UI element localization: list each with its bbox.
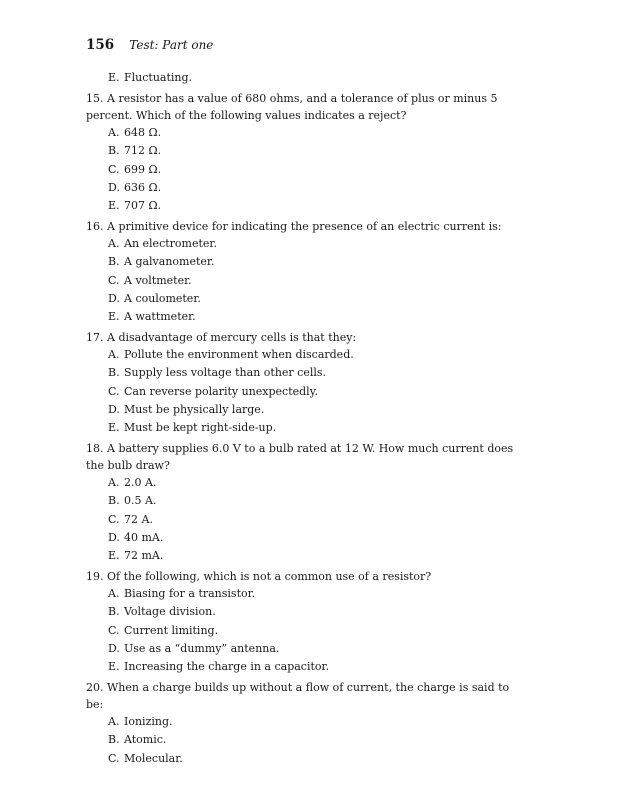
question-19 (0, 568, 516, 585)
answer-option (0, 658, 627, 676)
answer-option (0, 401, 627, 419)
option-letter: C. (108, 512, 120, 526)
option-letter: D. (108, 530, 120, 544)
answer-option (0, 419, 627, 437)
answer-option (0, 179, 627, 197)
page-header (86, 34, 213, 53)
option-letter: C. (108, 162, 120, 176)
option-text: 2.0 A. (124, 476, 157, 490)
answer-option (0, 640, 627, 658)
answer-option (0, 290, 627, 308)
question-text: A battery supplies 6.0 V to a bulb rated at 12 W. How much current does the bulb draw? (86, 442, 514, 473)
answer-option (0, 585, 627, 603)
question-16 (0, 218, 516, 235)
answer-option (0, 547, 627, 565)
option-text: Increasing the charge in a capacitor. (124, 660, 330, 674)
answer-option (0, 713, 627, 731)
question-15 (0, 90, 516, 124)
answer-option (0, 383, 627, 401)
question-number: 18. (86, 442, 104, 456)
option-letter: E. (108, 71, 120, 84)
option-text: Pollute the environment when discarded. (124, 348, 354, 362)
option-letter: B. (108, 255, 120, 269)
option-letter: B. (108, 605, 120, 619)
option-text: An electrometer. (124, 237, 217, 251)
option-letter: A. (108, 237, 120, 251)
option-text: A coulometer. (124, 291, 201, 305)
option-text: 712 Ω. (124, 144, 162, 158)
question-text: A resistor has a value of 680 ohms, and a tolerance of plus or minus 5 percent. Which of the following values indicates a reject? (86, 92, 498, 123)
answer-option (0, 197, 627, 215)
option-letter: E. (108, 660, 120, 674)
option-text: 72 A. (124, 512, 153, 526)
answer-option (0, 750, 627, 768)
option-text: Must be physically large. (124, 402, 265, 416)
answer-option (0, 364, 627, 382)
option-text: 72 mA. (124, 549, 164, 563)
question-17 (0, 329, 516, 346)
option-text: Supply less voltage than other cells. (124, 366, 327, 380)
option-text: Current limiting. (124, 623, 219, 637)
option-text: 0.5 A. (124, 494, 157, 508)
option-text: 707 Ω. (124, 199, 162, 213)
answer-option (0, 731, 627, 749)
answer-option (0, 124, 627, 142)
option-text: Ionizing. (124, 715, 173, 729)
option-text: 648 Ω. (124, 126, 162, 140)
answer-option (0, 492, 627, 510)
option-letter: A. (108, 587, 120, 601)
answer-option (0, 272, 627, 290)
option-text: Use as a “dummy” antenna. (124, 641, 280, 655)
option-letter: C. (108, 384, 120, 398)
option-letter: B. (108, 494, 120, 508)
option-text: Molecular. (124, 751, 183, 765)
option-letter: D. (108, 641, 120, 655)
question-number: 19. (86, 570, 104, 584)
answer-option (0, 474, 627, 492)
option-letter: C. (108, 273, 120, 287)
option-text: Fluctuating. (124, 71, 193, 84)
option-letter: C. (108, 623, 120, 637)
option-letter: D. (108, 402, 120, 416)
answer-option (0, 346, 627, 364)
option-text: A wattmeter. (124, 310, 196, 324)
question-list (0, 69, 627, 768)
question-number: 15. (86, 92, 104, 106)
question-number: 17. (86, 331, 104, 345)
option-text: A voltmeter. (124, 273, 192, 287)
page-number: 156 (86, 37, 115, 53)
option-letter: E. (108, 199, 120, 213)
option-text: 699 Ω. (124, 162, 162, 176)
option-text: Must be kept right-side-up. (124, 421, 277, 435)
option-letter: D. (108, 180, 120, 194)
option-letter: C. (108, 751, 120, 765)
answer-option (0, 142, 627, 160)
option-letter: D. (108, 291, 120, 305)
answer-option (0, 308, 627, 326)
question-text: A primitive device for indicating the presence of an electric current is: (107, 220, 502, 234)
question-number: 16. (86, 220, 104, 234)
answer-option (0, 235, 627, 253)
answer-option (0, 253, 627, 271)
question-text: A disadvantage of mercury cells is that they: (107, 331, 357, 345)
option-text: 636 Ω. (124, 180, 162, 194)
option-text: 40 mA. (124, 530, 164, 544)
answer-option (0, 529, 627, 547)
answer-option (0, 511, 627, 529)
option-text: A galvanometer. (124, 255, 215, 269)
option-letter: B. (108, 733, 120, 747)
option-text: Atomic. (124, 733, 167, 747)
question-20 (0, 679, 516, 713)
answer-option (0, 603, 627, 621)
running-title: Test: Part one (129, 38, 214, 52)
option-letter: E. (108, 310, 120, 324)
answer-option (0, 161, 627, 179)
question-text: When a charge builds up without a flow of current, the charge is said to be: (86, 681, 510, 712)
option-letter: E. (108, 549, 120, 563)
option-letter: E. (108, 421, 120, 435)
option-letter: B. (108, 366, 120, 380)
option-letter: A. (108, 476, 120, 490)
option-text: Can reverse polarity unexpectedly. (124, 384, 318, 398)
option-letter: A. (108, 126, 120, 140)
option-letter: A. (108, 348, 120, 362)
answer-option (0, 622, 627, 640)
question-18 (0, 440, 516, 474)
option-text: Biasing for a transistor. (124, 587, 256, 601)
question-text: Of the following, which is not a common use of a resistor? (107, 570, 432, 584)
question-number: 20. (86, 681, 104, 695)
carryover-option (0, 69, 627, 87)
option-letter: B. (108, 144, 120, 158)
option-text: Voltage division. (124, 605, 216, 619)
option-letter: A. (108, 715, 120, 729)
